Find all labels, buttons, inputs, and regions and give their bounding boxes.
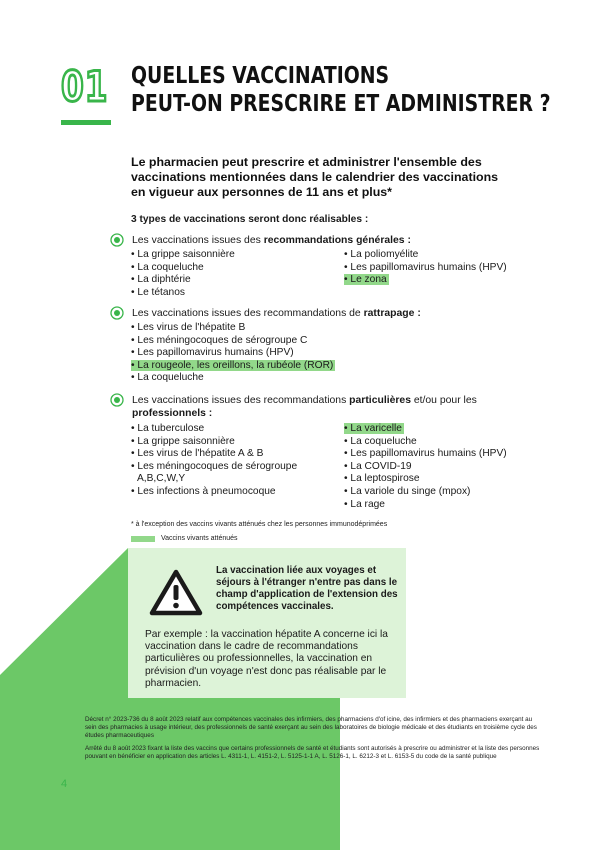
list-item: • La diphtérie — [131, 274, 191, 286]
list-particulieres-col1 — [131, 423, 297, 499]
list-item: • La coqueluche — [131, 261, 204, 273]
list-item: • Les papillomavirus humains (HPV) — [131, 347, 294, 359]
footnote: * à l'exception des vaccins vivants atténués chez les personnes immunodéprimées — [131, 521, 388, 528]
list-item: • Les papillomavirus humains (HPV) — [344, 448, 507, 460]
list-general-col1 — [131, 249, 235, 299]
radio-bullet-icon — [110, 393, 124, 407]
radio-bullet-icon — [110, 233, 124, 247]
warning-title: La vaccination liée aux voyages et séjours à l'étranger n'entre pas dans le champ d'application de l'extension des compétences vaccinales. — [216, 565, 398, 612]
lead-paragraph: Le pharmacien peut prescrire et administrer l'ensemble des vaccinations mentionnées dans le calendrier des vaccinations en vigueur aux personnes de 11 ans et plus* — [131, 155, 499, 199]
list-item: • La poliomyélite — [344, 249, 419, 260]
list-item: • Le tétanos — [131, 286, 185, 298]
references — [85, 716, 545, 765]
list-item: A,B,C,W,Y — [137, 473, 186, 485]
radio-bullet-icon — [110, 306, 124, 320]
list-item: • La leptospirose — [344, 473, 420, 485]
section-number: 01 — [61, 60, 112, 128]
list-particulieres-col2 — [344, 423, 507, 511]
page-title: QUELLES VACCINATIONS PEUT-ON PRESCRIRE ET ADMINISTRER ? — [131, 63, 551, 117]
list-item: • Les méningocoques de sérogroupe — [131, 460, 298, 472]
legend-swatch — [131, 536, 155, 542]
legend — [131, 534, 238, 543]
warning-body: Par exemple : la vaccination hépatite A concerne ici la vaccination dans le cadre de recommandations particulières ou professionnelles, la vaccination en prévision d'un voyage n'est donc pas réalisable par le pharmacien. — [145, 629, 388, 689]
list-rattrapage — [131, 322, 335, 385]
legend-label: Vaccins vivants atténués — [161, 535, 238, 542]
group-heading-rattrapage: Les vaccinations issues des recommandations de rattrapage : — [110, 307, 421, 320]
list-item: • Les infections à pneumocoque — [131, 485, 276, 497]
section-underline — [61, 120, 111, 125]
reference-decret: Décret n° 2023-736 du 8 août 2023 relatif aux compétences vaccinales des infirmiers, des pharmaciens d'of icine, des infirmiers et des pharmaciens exerçant au sein des pharmacies à usage intérieur, des professionnels de santé exerçant au sein des laboratoires de biologie médicale et des étudiants en troisième cycle des études pharmaceutiques — [85, 716, 537, 740]
intro-text: 3 types de vaccinations seront donc réalisables : — [131, 214, 369, 225]
list-item: • Les virus de l'hépatite A & B — [131, 448, 264, 460]
list-item: • Les papillomavirus humains (HPV) — [344, 261, 507, 273]
group-heading-general: Les vaccinations issues des recommandations générales : — [110, 234, 411, 247]
list-item: • La rage — [344, 498, 385, 510]
list-item: • Les méningocoques de sérogroupe C — [131, 334, 308, 346]
list-item: • La coqueluche — [344, 435, 417, 447]
list-item-highlighted: • La varicelle — [344, 423, 402, 434]
list-item: • La grippe saisonnière — [131, 435, 235, 447]
group-heading-particulieres: Les vaccinations issues des recommandations particulières et/ou pour les professionnels : — [110, 394, 477, 420]
list-item: • La coqueluche — [131, 372, 204, 384]
list-item: • Les virus de l'hépatite B — [131, 322, 246, 333]
list-item: • La grippe saisonnière — [131, 249, 235, 260]
page-number: 4 — [61, 778, 68, 790]
list-general-col2 — [344, 249, 507, 287]
list-item: • La COVID-19 — [344, 460, 412, 472]
list-item-highlighted: • La rougeole, les oreillons, la rubéole (ROR) — [131, 359, 334, 371]
list-item: • La tuberculose — [131, 423, 205, 434]
warning-triangle-icon — [148, 568, 204, 618]
list-item-highlighted: • Le zona — [344, 274, 387, 286]
reference-arrete: Arrêté du 8 août 2023 fixant la liste des vaccins que certains professionnels de santé et étudiants sont autorisés à prescrire ou administrer et la liste des personnes pouvant en bénéficier en application des articles L. 4311-1, L. 4151-2, L. 5125-1-1 A, L. 5126-1, L. 6212-3 et L. 6153-5 du code de la santé publique — [85, 744, 540, 760]
list-item: • La variole du singe (mpox) — [344, 485, 471, 497]
